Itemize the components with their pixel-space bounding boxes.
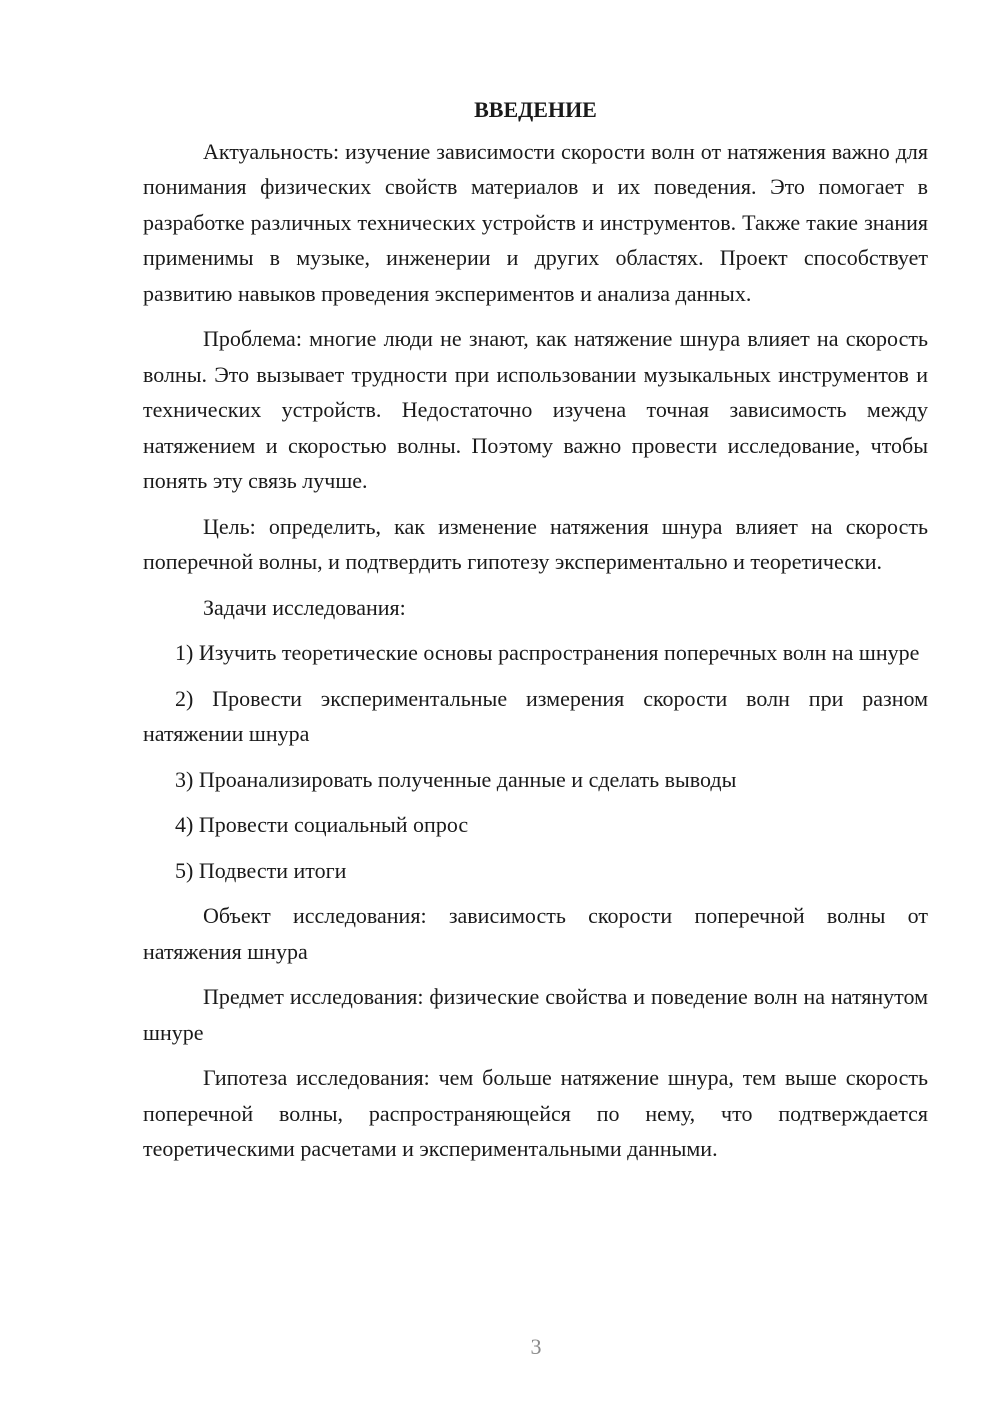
task-item: 2) Провести экспериментальные измерения скорости волн при разном натяжении шнура	[143, 685, 928, 746]
page-number: 3	[530, 1334, 542, 1359]
hypothesis-paragraph: Гипотеза исследования: чем больше натяжение шнура, тем выше скорость поперечной волны, распространяющейся по нему, что подтверждается теоретическими расчетами и экспериментальными данными.	[143, 1065, 928, 1161]
object-paragraph: Объект исследования: зависимость скорости поперечной волны от натяжения шнура	[143, 903, 928, 964]
task-item: 1) Изучить теоретические основы распространения поперечных волн на шнуре	[175, 640, 920, 665]
goal-paragraph: Цель: определить, как изменение натяжения шнура влияет на скорость поперечной волны, и подтвердить гипотезу экспериментально и теоретически.	[143, 513, 928, 574]
subject-paragraph: Предмет исследования: физические свойства и поведение волн на натянутом шнуре	[143, 984, 928, 1045]
document-page	[143, 92, 928, 1177]
task-item: 3) Проанализировать полученные данные и сделать выводы	[175, 766, 737, 792]
task-item: 5) Подвести итоги	[175, 857, 347, 883]
task-item: 4) Провести социальный опрос	[175, 812, 469, 837]
tasks-heading: Задачи исследования:	[203, 594, 406, 620]
section-title: ВВЕДЕНИЕ	[474, 97, 597, 122]
relevance-paragraph: Актуальность: изучение зависимости скорости волн от натяжения важно для понимания физических свойств материалов и их поведения. Это помогает в разработке различных технических устройств и инструментов. Также такие знания применимы в музыке, инженерии и других областях. Проект способствует развитию навыков проведения экспериментов и анализа данных.	[143, 138, 928, 306]
problem-paragraph: Проблема: многие люди не знают, как натяжение шнура влияет на скорость волны. Это вызывает трудности при использовании музыкальных инструментов и технических устройств. Недостаточно изучена точная зависимость между натяжением и скоростью волны. Поэтому важно провести исследование, чтобы понять эту связь лучше.	[143, 326, 928, 493]
